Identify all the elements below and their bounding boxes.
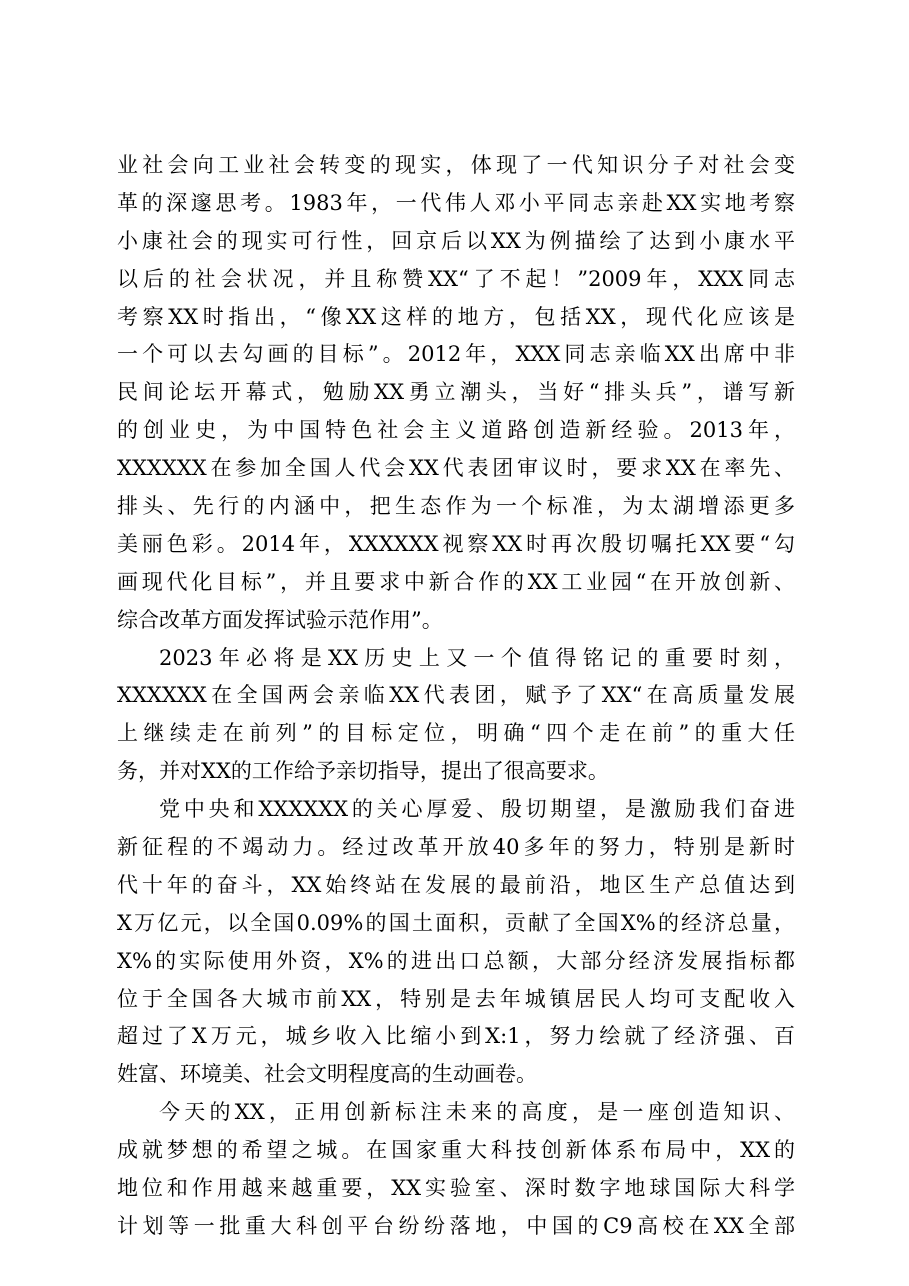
- text-line: 一个可以去勾画的目标”。2012年，XXX同志亲临XX出席中非: [117, 342, 795, 367]
- text-line: 代十年的奋斗，XX始终站在发展的最前沿，地区生产总值达到: [117, 872, 795, 897]
- document-body: [117, 147, 795, 1246]
- text-line: 小康社会的现实可行性，回京后以XX为例描绘了达到小康水平: [117, 228, 795, 253]
- text-line: 位于全国各大城市前XX，特别是去年城镇居民人均可支配收入: [117, 986, 795, 1011]
- text-line: 画现代化目标”，并且要求中新合作的XX工业园“在开放创新、: [117, 569, 795, 594]
- text-line: 今天的XX，正用创新标注未来的高度，是一座创造知识、: [159, 1100, 795, 1125]
- text-line: X万亿元，以全国0.09%的国土面积，贡献了全国X%的经济总量，: [117, 910, 795, 935]
- text-line: 美丽色彩。2014年，XXXXXX视察XX时再次殷切嘱托XX要“勾: [117, 531, 795, 556]
- text-line: 的创业史，为中国特色社会主义道路创造新经验。2013年，: [117, 418, 795, 443]
- text-line: 成就梦想的希望之城。在国家重大科技创新体系布局中，XX的: [117, 1138, 795, 1163]
- text-line: XXXXXX在全国两会亲临XX代表团，赋予了XX“在高质量发展: [117, 683, 795, 708]
- text-line: 排头、先行的内涵中，把生态作为一个标准，为太湖增添更多: [117, 494, 795, 519]
- text-line: 计划等一批重大科创平台纷纷落地，中国的C9高校在XX全部: [117, 1213, 795, 1238]
- text-line: 民间论坛开幕式，勉励XX勇立潮头，当好“排头兵”，谱写新: [117, 380, 795, 405]
- text-line: 超过了X万元，城乡收入比缩小到X:1，努力绘就了经济强、百: [117, 1024, 795, 1049]
- text-line: 考察XX时指出，“像XX这样的地方，包括XX，现代化应该是: [117, 304, 795, 329]
- text-line: 上继续走在前列”的目标定位，明确“四个走在前”的重大任: [117, 721, 795, 746]
- text-line: XXXXXX在参加全国人代会XX代表团审议时，要求XX在率先、: [117, 456, 795, 481]
- text-line: X%的实际使用外资，X%的进出口总额，大部分经济发展指标都: [117, 948, 795, 973]
- text-line: 革的深邃思考。1983年，一代伟人邓小平同志亲赴XX实地考察: [117, 190, 795, 215]
- text-line: 姓富、环境美、社会文明程度高的生动画卷。: [117, 1062, 537, 1087]
- text-line: 新征程的不竭动力。经过改革开放40多年的努力，特别是新时: [117, 835, 795, 860]
- text-line: 务，并对XX的工作给予亲切指导，提出了很高要求。: [117, 759, 609, 784]
- text-line: 地位和作用越来越重要，XX实验室、深时数字地球国际大科学: [117, 1176, 795, 1201]
- paragraph: [117, 791, 795, 1094]
- paragraph: [117, 147, 795, 640]
- text-line: 综合改革方面发挥试验示范作用”。: [117, 607, 443, 632]
- text-line: 2023年必将是XX历史上又一个值得铭记的重要时刻，: [159, 645, 795, 670]
- text-line: 以后的社会状况，并且称赞XX“了不起！”2009年，XXX同志: [117, 266, 795, 291]
- paragraph: [117, 1094, 795, 1246]
- text-line: 业社会向工业社会转变的现实，体现了一代知识分子对社会变: [117, 153, 795, 177]
- paragraph: [117, 640, 795, 792]
- text-line: 党中央和XXXXXX的关心厚爱、殷切期望，是激励我们奋进: [159, 797, 795, 822]
